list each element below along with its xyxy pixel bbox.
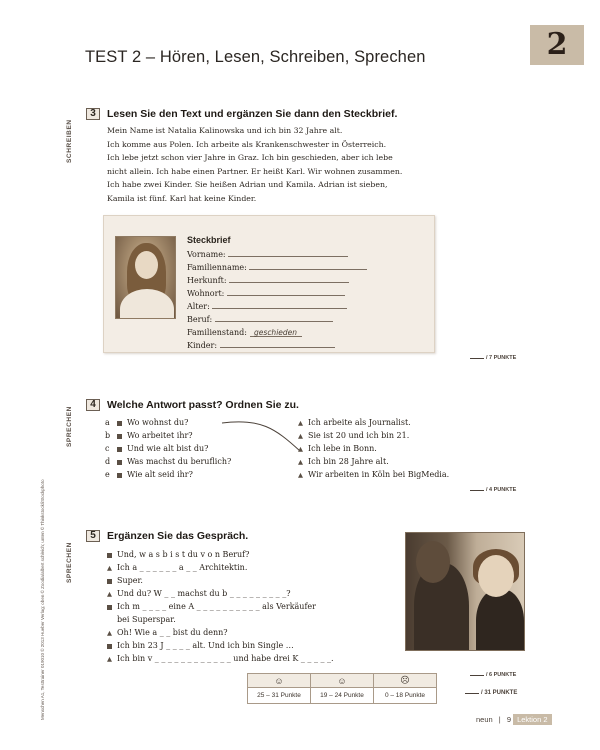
- sad-face-icon: ☹: [374, 674, 437, 688]
- dialogue-line[interactable]: [107, 575, 143, 586]
- question-text: Was machst du beruflich?: [127, 457, 232, 466]
- field-label: Beruf:: [187, 315, 213, 324]
- field-label: Herkunft:: [187, 276, 227, 285]
- field-wohnort: [187, 288, 345, 299]
- square-bullet-icon: [117, 434, 122, 439]
- answer-line[interactable]: [228, 249, 348, 257]
- rating-range: 0 – 18 Punkte: [374, 688, 437, 704]
- total-score: [465, 690, 517, 696]
- dialogue-text: Ich a _ _ _ _ _ _ a _ _ Architektin.: [117, 563, 248, 572]
- field-label: Familienname:: [187, 263, 247, 272]
- question-letter: d: [105, 457, 111, 466]
- answer-text: Wir arbeiten in Köln bei BigMedia.: [308, 470, 450, 479]
- square-bullet-icon: [117, 421, 122, 426]
- portrait-photo: [115, 236, 176, 319]
- square-bullet-icon: [107, 644, 112, 649]
- question-text: Wo wohnst du?: [127, 418, 189, 427]
- triangle-bullet-icon: ▲: [298, 431, 303, 440]
- sidebar-label-sprechen: SPRECHEN: [66, 406, 73, 447]
- question-item: [105, 443, 208, 454]
- answer-handwritten[interactable]: geschieden: [250, 327, 302, 337]
- triangle-bullet-icon: ▲: [298, 457, 303, 466]
- answer-item[interactable]: [298, 430, 409, 442]
- dialogue-text: Super.: [117, 576, 143, 585]
- dialogue-text: Und, w a s b i s t du v o n Beruf?: [117, 550, 250, 559]
- text-line: Ich lebe jetzt schon vier Jahre in Graz. Ich bin geschieden, aber ich lebe: [107, 153, 393, 163]
- question-text: Wo arbeitet ihr?: [127, 431, 193, 440]
- field-label: Vorname:: [187, 250, 226, 259]
- question-letter: e: [105, 470, 110, 479]
- score-label: / 6 PUNKTE: [486, 672, 517, 678]
- text-line: Mein Name ist Natalia Kalinowska und ich bin 32 Jahre alt.: [107, 126, 343, 135]
- score-blank[interactable]: [470, 675, 484, 676]
- lesson-label: Lektion 2: [513, 714, 551, 725]
- field-kinder: [187, 340, 335, 351]
- question-item: [105, 430, 193, 441]
- page-footer: neun | 9 Lektion 2: [476, 715, 552, 724]
- answer-item[interactable]: [298, 443, 377, 455]
- question-letter: c: [105, 444, 110, 453]
- exercise-instruction: Welche Antwort passt? Ordnen Sie zu.: [107, 399, 299, 411]
- square-bullet-icon: [107, 579, 112, 584]
- question-item: [105, 469, 193, 480]
- field-familienname: [187, 262, 367, 273]
- answer-line[interactable]: [229, 275, 349, 283]
- page-number: 9: [506, 715, 511, 724]
- answer-text: Ich lebe in Bonn.: [308, 444, 377, 453]
- rating-range: 25 – 31 Punkte: [248, 688, 311, 704]
- answer-line[interactable]: [220, 340, 335, 348]
- happy-face-icon: ☺: [311, 674, 374, 688]
- page-title: TEST 2 – Hören, Lesen, Schreiben, Sprechen: [85, 48, 426, 66]
- field-herkunft: [187, 275, 349, 286]
- question-item: [105, 456, 231, 467]
- conversation-photo: [405, 532, 525, 651]
- field-label: Familienstand:: [187, 328, 247, 337]
- answer-text: Ich bin 28 Jahre alt.: [308, 457, 389, 466]
- text-line: Ich komme aus Polen. Ich arbeite als Krankenschwester in Österreich.: [107, 139, 387, 149]
- field-vorname: [187, 249, 348, 260]
- field-label: Alter:: [187, 302, 210, 311]
- triangle-bullet-icon: ▲: [298, 418, 303, 427]
- sidebar-label-sprechen: SPRECHEN: [66, 542, 73, 583]
- score-label: / 31 PUNKTE: [481, 690, 518, 696]
- exercise-number: 3: [86, 108, 100, 120]
- exercise-number: 5: [86, 530, 100, 542]
- dialogue-text: Und du? W _ _ machst du b _ _ _ _ _ _ _ _ _?: [117, 589, 291, 598]
- score-blank[interactable]: [470, 358, 484, 359]
- answer-item[interactable]: [298, 417, 411, 429]
- text-line: Kamila ist fünf. Karl hat keine Kinder.: [107, 193, 257, 203]
- dialogue-line[interactable]: [107, 549, 249, 560]
- answer-text: Sie ist 20 und ich bin 21.: [308, 431, 410, 440]
- field-label: Kinder:: [187, 341, 218, 350]
- field-familienstand: [187, 327, 302, 338]
- dialogue-line[interactable]: [107, 562, 247, 574]
- dialogue-text: Ich m _ _ _ _ eine A _ _ _ _ _ _ _ _ _ _ als Verkäufer: [117, 602, 316, 611]
- sidebar-label-schreiben: SCHREIBEN: [66, 119, 73, 163]
- dialogue-text: Ich bin 23 J _ _ _ _ alt. Und ich bin Single …: [117, 641, 294, 650]
- answer-line[interactable]: [212, 301, 347, 309]
- square-bullet-icon: [117, 460, 122, 465]
- exercise-instruction: Lesen Sie den Text und ergänzen Sie dann den Steckbrief.: [107, 108, 398, 120]
- triangle-bullet-icon: ▲: [107, 589, 112, 598]
- dialogue-line[interactable]: [107, 653, 334, 665]
- text-line: Ich habe zwei Kinder. Sie heißen Adrian und Kamila. Adrian ist sieben,: [107, 180, 388, 190]
- dialogue-line[interactable]: [107, 640, 294, 651]
- square-bullet-icon: [117, 447, 122, 452]
- copyright-notice: Menschen A1, Testtrainer 019010 © 2013 Hueber Verlag; oben © Zoodia/albert schleich; unten © Thinkstock/iStockphoto: [40, 479, 45, 720]
- answer-line[interactable]: [215, 314, 333, 322]
- question-text: Wie alt seid ihr?: [127, 470, 193, 479]
- dialogue-line[interactable]: [107, 627, 228, 639]
- dialogue-text: Oh! Wie a _ _ bist du denn?: [117, 628, 228, 637]
- triangle-bullet-icon: ▲: [298, 444, 303, 453]
- score-exercise5: [470, 672, 516, 678]
- answer-text: Ich arbeite als Journalist.: [308, 418, 411, 427]
- answer-item[interactable]: [298, 456, 389, 468]
- dialogue-text: Ich bin v _ _ _ _ _ _ _ _ _ _ _ _ und habe drei K _ _ _ _ _.: [117, 654, 334, 663]
- field-alter: [187, 301, 347, 312]
- triangle-bullet-icon: ▲: [107, 563, 112, 572]
- rating-table: [247, 673, 437, 704]
- score-blank[interactable]: [470, 490, 484, 491]
- score-label: / 7 PUNKTE: [486, 355, 517, 361]
- reading-text: [107, 124, 402, 206]
- answer-line[interactable]: [227, 288, 345, 296]
- score-label: / 4 PUNKTE: [486, 487, 517, 493]
- question-item: [105, 417, 188, 428]
- question-letter: b: [105, 431, 111, 440]
- question-text: Und wie alt bist du?: [127, 444, 209, 453]
- score-blank[interactable]: [465, 693, 479, 694]
- answer-line[interactable]: [249, 262, 367, 270]
- card-title: Steckbrief: [187, 235, 231, 245]
- rating-range: 19 – 24 Punkte: [311, 688, 374, 704]
- score-exercise4: [470, 487, 516, 493]
- exercise-number: 4: [86, 399, 100, 411]
- question-letter: a: [105, 418, 110, 427]
- field-beruf: [187, 314, 333, 325]
- answer-item[interactable]: [298, 469, 449, 481]
- dialogue-line[interactable]: [117, 614, 176, 625]
- field-label: Wohnort:: [187, 289, 225, 298]
- dialogue-text: bei Superspar.: [117, 615, 176, 624]
- dialogue-line[interactable]: [107, 601, 316, 612]
- dialogue-line[interactable]: [107, 588, 290, 600]
- page-word: neun: [476, 715, 493, 724]
- happy-face-icon: ☺: [248, 674, 311, 688]
- square-bullet-icon: [107, 553, 112, 558]
- square-bullet-icon: [117, 473, 122, 478]
- matching-line: [220, 418, 305, 458]
- triangle-bullet-icon: ▲: [298, 470, 303, 479]
- triangle-bullet-icon: ▲: [107, 654, 112, 663]
- square-bullet-icon: [107, 605, 112, 610]
- score-exercise3: [470, 355, 516, 361]
- exercise-instruction: Ergänzen Sie das Gespräch.: [107, 530, 249, 542]
- chapter-badge: 2: [530, 25, 584, 65]
- text-line: nicht allein. Ich habe einen Partner. Er heißt Karl. Wir wohnen zusammen.: [107, 166, 403, 176]
- triangle-bullet-icon: ▲: [107, 628, 112, 637]
